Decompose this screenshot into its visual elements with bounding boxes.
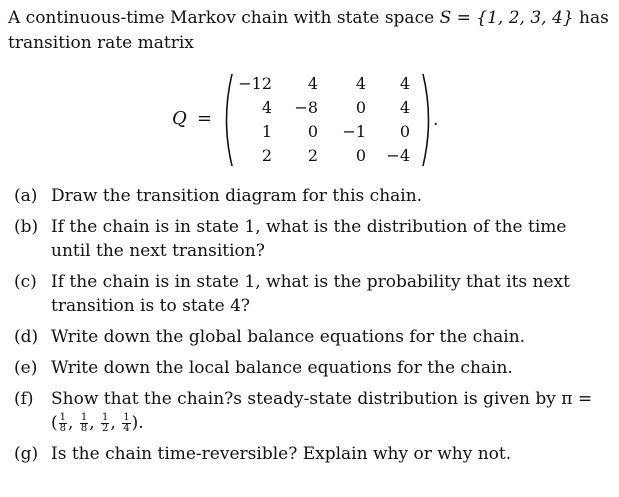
question-text: If the chain is in state 1, what is the probability that its next transition is to state 4? — [51, 272, 570, 316]
intro-line2: transition rate matrix — [8, 33, 194, 53]
rate-matrix — [170, 72, 440, 168]
question-tag: (a) — [14, 186, 38, 206]
question-a — [14, 184, 610, 208]
steady-state-vector: ( $\frac{1}{8}$ , $\frac{1}{8}$ , $\frac{1}{2}$ , $\frac{1}{4}$ ). — [51, 412, 144, 434]
matrix-cell: 4 — [399, 98, 410, 117]
question-tag: (g) — [14, 444, 39, 464]
question-g — [14, 442, 610, 466]
question-list — [14, 184, 610, 473]
vector-closing: . — [138, 413, 144, 433]
question-b — [14, 215, 610, 263]
question-tag: (b) — [14, 217, 39, 237]
matrix-grid — [232, 72, 420, 168]
question-d — [14, 325, 610, 349]
matrix-label: Q — [172, 108, 187, 129]
question-text: Show that the chain?s steady-state distribution is given by π = — [51, 389, 593, 409]
fraction: $\frac{1}{8}$ — [80, 412, 88, 434]
matrix-cell: −4 — [386, 146, 410, 165]
matrix-row-2 — [232, 96, 420, 120]
question-tag: (e) — [14, 358, 38, 378]
intro-line1-suffix: has — [573, 8, 609, 28]
question-text: Is the chain time-reversible? Explain why or why not. — [51, 444, 512, 464]
matrix-cell: 2 — [261, 146, 272, 165]
matrix-cell: 0 — [307, 122, 318, 141]
matrix-cell: 0 — [355, 98, 366, 117]
matrix-cell: 2 — [307, 146, 318, 165]
matrix-row-4 — [232, 144, 420, 168]
matrix-cell: 0 — [399, 122, 410, 141]
state-space: S = {1, 2, 3, 4} — [439, 8, 574, 28]
question-c — [14, 270, 610, 318]
fraction: $\frac{1}{8}$ — [59, 412, 67, 434]
matrix-cell: −8 — [294, 98, 318, 117]
matrix-cell: 4 — [307, 74, 318, 93]
question-tag: (c) — [14, 272, 37, 292]
matrix-cell: −12 — [238, 74, 272, 93]
fraction: $\frac{1}{4}$ — [123, 412, 130, 434]
problem-intro — [8, 6, 612, 56]
fraction: $\frac{1}{2}$ — [102, 412, 109, 434]
matrix-row-3 — [232, 120, 420, 144]
question-text: If the chain is in state 1, what is the distribution of the time until the next transition? — [51, 217, 567, 261]
matrix-cell: 4 — [399, 74, 410, 93]
intro-line1-prefix: A continuous-time Markov chain with state space — [8, 8, 440, 28]
matrix-trailing-period: . — [433, 110, 439, 130]
question-tag: (f) — [14, 389, 34, 409]
question-text: Draw the transition diagram for this chain. — [51, 186, 423, 206]
matrix-cell: 1 — [261, 122, 272, 141]
question-text: Write down the global balance equations for the chain. — [51, 327, 526, 347]
question-f — [14, 387, 610, 435]
matrix-cell: 0 — [355, 146, 366, 165]
matrix-cell: −1 — [342, 122, 366, 141]
matrix-equals: = — [197, 108, 213, 129]
question-tag: (d) — [14, 327, 39, 347]
matrix-row-1 — [232, 72, 420, 96]
matrix-cell: 4 — [261, 98, 272, 117]
matrix-cell: 4 — [355, 74, 366, 93]
question-text: Write down the local balance equations for the chain. — [51, 358, 513, 378]
question-e — [14, 356, 610, 380]
